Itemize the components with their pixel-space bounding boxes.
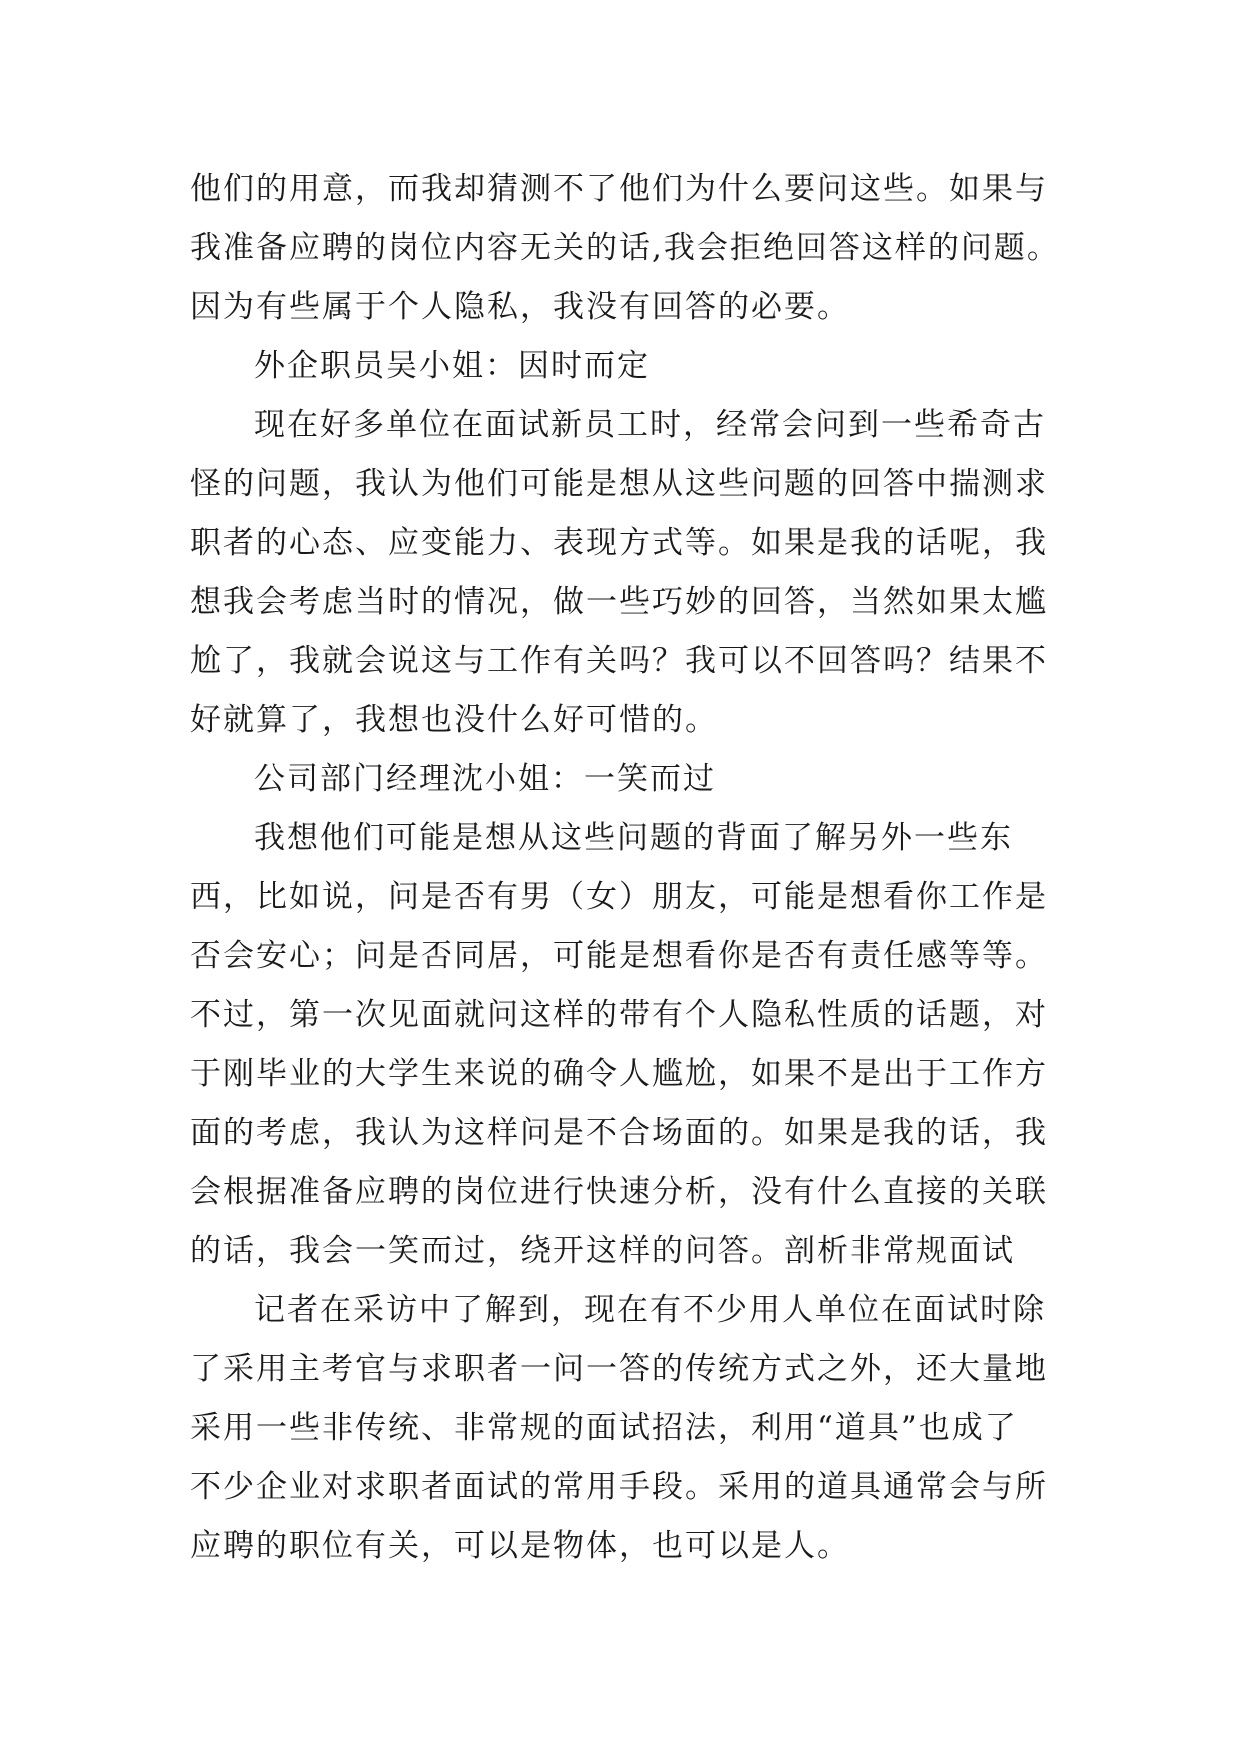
- text-line: 想我会考虑当时的情况，做一些巧妙的回答，当然如果太尴: [190, 584, 1048, 620]
- text-line: 了采用主考官与求职者一问一答的传统方式之外，还大量地: [190, 1351, 1048, 1387]
- text-line: 记者在采访中了解到，现在有不少用人单位在面试时除: [254, 1292, 1046, 1328]
- text-line: 我想他们可能是想从这些问题的背面了解另外一些东: [254, 820, 1013, 856]
- text-line: 他们的用意，而我却猜测不了他们为什么要问这些。如果与: [190, 171, 1048, 207]
- text-line: 应聘的职位有关，可以是物体，也可以是人。: [190, 1528, 850, 1564]
- text-line: 公司部门经理沈小姐：一笑而过: [254, 761, 716, 797]
- text-line: 外企职员吴小姐：因时而定: [254, 348, 650, 384]
- text-line: 面的考虑，我认为这样问是不合场面的。如果是我的话，我: [190, 1115, 1048, 1151]
- text-line: 西，比如说，问是否有男（女）朋友，可能是想看你工作是: [190, 879, 1048, 915]
- text-line: 会根据准备应聘的岗位进行快速分析，没有什么直接的关联: [190, 1174, 1048, 1210]
- text-line: 于刚毕业的大学生来说的确令人尴尬，如果不是出于工作方: [190, 1056, 1048, 1092]
- text-line: 好就算了，我想也没什么好可惜的。: [190, 702, 718, 738]
- text-line: 不少企业对求职者面试的常用手段。采用的道具通常会与所: [190, 1469, 1048, 1505]
- text-line: 的话，我会一笑而过，绕开这样的问答。剖析非常规面试: [190, 1233, 1015, 1269]
- text-line: 不过，第一次见面就问这样的带有个人隐私性质的话题，对: [190, 997, 1048, 1033]
- text-line: 我准备应聘的岗位内容无关的话,我会拒绝回答这样的问题。: [190, 230, 1060, 266]
- text-line: 现在好多单位在面试新员工时，经常会问到一些希奇古: [254, 407, 1046, 443]
- body-text: [190, 160, 1090, 1576]
- text-line: 职者的心态、应变能力、表现方式等。如果是我的话呢，我: [190, 525, 1048, 561]
- text-line: 否会安心；问是否同居，可能是想看你是否有责任感等等。: [190, 938, 1048, 974]
- text-line: 尬了，我就会说这与工作有关吗？我可以不回答吗？结果不: [190, 643, 1048, 679]
- text-line: 采用一些非传统、非常规的面试招法，利用“道具”也成了: [190, 1410, 1018, 1446]
- text-line: 因为有些属于个人隐私，我没有回答的必要。: [190, 289, 850, 325]
- text-line: 怪的问题，我认为他们可能是想从这些问题的回答中揣测求: [190, 466, 1048, 502]
